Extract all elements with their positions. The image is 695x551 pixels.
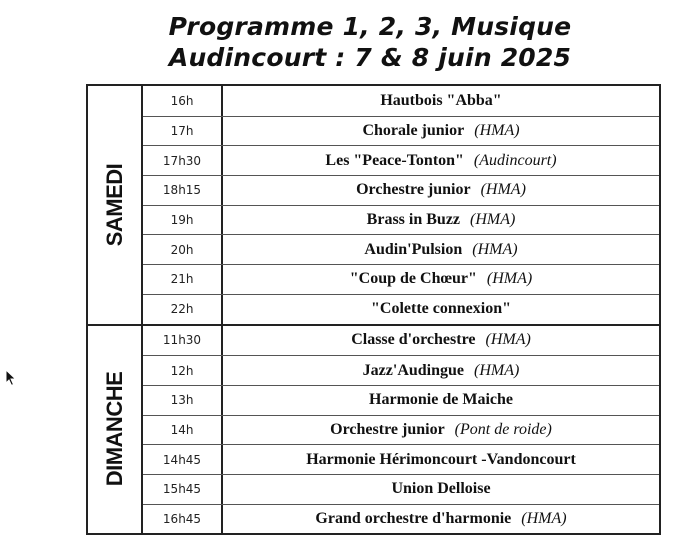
day-column [88, 86, 143, 324]
page-title: Programme 1, 2, 3, Musique [168, 12, 572, 41]
slot-performer [223, 416, 659, 445]
table-row [143, 86, 659, 116]
slot-time: 15h45 [143, 475, 223, 504]
performer-name: "Colette connexion" [371, 300, 511, 318]
performer-origin: (HMA) [486, 270, 533, 288]
table-row [143, 205, 659, 235]
slot-time: 16h45 [143, 505, 223, 534]
table-row [143, 294, 659, 324]
day-column [88, 326, 143, 534]
performer-origin: (HMA) [480, 181, 526, 199]
slot-performer [223, 176, 659, 205]
performer-name: Orchestre junior [330, 420, 445, 438]
slot-performer [223, 235, 659, 264]
slot-time: 11h30 [143, 326, 223, 356]
slot-performer [223, 265, 659, 294]
performer-name: Jazz'Audingue [362, 361, 465, 379]
performer-name: Les "Peace-Tonton" [325, 151, 464, 169]
table-row [143, 145, 659, 175]
table-row [143, 234, 659, 264]
slot-performer [223, 146, 659, 175]
performer-origin: (HMA) [521, 509, 567, 527]
slot-time: 17h30 [143, 146, 223, 175]
day-label: DIMANCHE [101, 372, 127, 487]
slot-performer [223, 445, 659, 474]
slot-time: 14h45 [143, 445, 223, 474]
performer-origin: (HMA) [472, 240, 518, 258]
slot-time: 19h [143, 206, 223, 235]
performer-name: Audin'Pulsion [364, 240, 463, 258]
table-row [143, 175, 659, 205]
performer-name: Brass in Buzz [366, 211, 461, 229]
page-subtitle: Audincourt : 7 & 8 juin 2025 [168, 43, 572, 72]
table-row [143, 264, 659, 294]
slot-list [143, 326, 659, 534]
performer-name: Orchestre junior [356, 181, 471, 199]
table-row [143, 415, 659, 445]
day-block-samedi [88, 86, 659, 324]
table-row [143, 355, 659, 385]
performer-origin: (HMA) [470, 211, 516, 229]
slot-performer [223, 386, 659, 415]
performer-origin: (HMA) [474, 361, 520, 379]
day-label: SAMEDI [101, 163, 127, 247]
performer-name: Harmonie Hérimoncourt -Vandoncourt [306, 450, 576, 468]
slot-performer [223, 117, 659, 146]
performer-name: Grand orchestre d'harmonie [315, 509, 512, 527]
slot-performer [223, 326, 659, 356]
slot-time: 21h [143, 265, 223, 294]
performer-name: Classe d'orchestre [351, 331, 476, 349]
performer-name: Chorale junior [362, 122, 465, 140]
table-row [143, 326, 659, 356]
slot-time: 12h [143, 356, 223, 385]
slot-performer [223, 206, 659, 235]
performer-name: Union Delloise [391, 480, 491, 498]
table-row [143, 385, 659, 415]
slot-performer [223, 475, 659, 504]
performer-name: Hautbois "Abba" [380, 91, 502, 109]
performer-origin: (HMA) [485, 331, 531, 349]
performer-origin: (Pont de roide) [454, 420, 552, 438]
performer-name: Harmonie de Maiche [369, 391, 513, 409]
schedule-table [86, 84, 661, 535]
slot-time: 17h [143, 117, 223, 146]
table-row [143, 504, 659, 534]
performer-origin: (Audincourt) [473, 151, 557, 169]
slot-time: 22h [143, 295, 223, 324]
slot-performer [223, 295, 659, 324]
mouse-pointer-icon [5, 369, 17, 387]
performer-name: "Coup de Chœur" [349, 270, 477, 288]
slot-performer [223, 86, 659, 116]
slot-time: 18h15 [143, 176, 223, 205]
table-row [143, 474, 659, 504]
performer-origin: (HMA) [474, 122, 520, 140]
slot-time: 14h [143, 416, 223, 445]
table-row [143, 444, 659, 474]
slot-list [143, 86, 659, 324]
slot-performer [223, 356, 659, 385]
day-block-dimanche [88, 324, 659, 534]
slot-performer [223, 505, 659, 534]
table-row [143, 116, 659, 146]
slot-time: 20h [143, 235, 223, 264]
slot-time: 16h [143, 86, 223, 116]
slot-time: 13h [143, 386, 223, 415]
